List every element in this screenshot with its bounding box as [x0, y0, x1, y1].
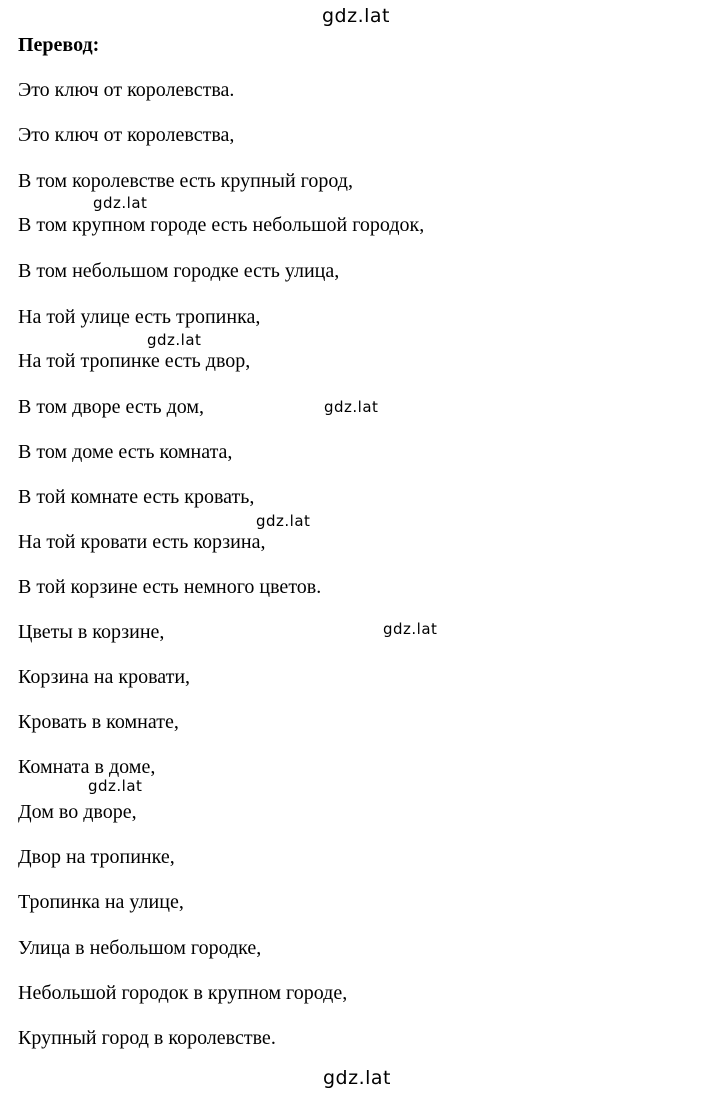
document-heading: Перевод:	[18, 34, 100, 56]
text-line: Кровать в комнате,	[18, 711, 179, 733]
watermark: gdz.lat	[88, 777, 143, 795]
text-line: В той корзине есть немного цветов.	[18, 576, 322, 598]
watermark: gdz.lat	[256, 512, 311, 530]
text-line: Тропинка на улице,	[18, 891, 184, 913]
text-line: Комната в доме,	[18, 756, 156, 778]
watermark: gdz.lat	[383, 620, 438, 638]
watermark-top: gdz.lat	[322, 5, 391, 27]
watermark: gdz.lat	[324, 398, 379, 416]
text-line: В том небольшом городке есть улица,	[18, 260, 340, 282]
text-line: Улица в небольшом городке,	[18, 937, 262, 959]
text-line: Двор на тропинке,	[18, 846, 175, 868]
text-line: В том дворе есть дом,	[18, 396, 205, 418]
text-line: На той кровати есть корзина,	[18, 531, 266, 553]
text-line: В том королевстве есть крупный город,	[18, 170, 353, 192]
text-line: Дом во дворе,	[18, 801, 137, 823]
watermark-bottom: gdz.lat	[323, 1067, 392, 1089]
text-line: Цветы в корзине,	[18, 621, 165, 643]
text-line: В том доме есть комната,	[18, 441, 233, 463]
text-line: Крупный город в королевстве.	[18, 1027, 276, 1049]
text-line: Корзина на кровати,	[18, 666, 191, 688]
text-line: На той улице есть тропинка,	[18, 306, 261, 328]
text-line: В том крупном городе есть небольшой городок,	[18, 214, 425, 236]
text-line: Небольшой городок в крупном городе,	[18, 982, 348, 1004]
text-line: Это ключ от королевства,	[18, 124, 235, 146]
text-line: В той комнате есть кровать,	[18, 486, 255, 508]
text-line: На той тропинке есть двор,	[18, 350, 251, 372]
watermark: gdz.lat	[93, 194, 148, 212]
text-line: Это ключ от королевства.	[18, 79, 235, 101]
watermark: gdz.lat	[147, 331, 202, 349]
